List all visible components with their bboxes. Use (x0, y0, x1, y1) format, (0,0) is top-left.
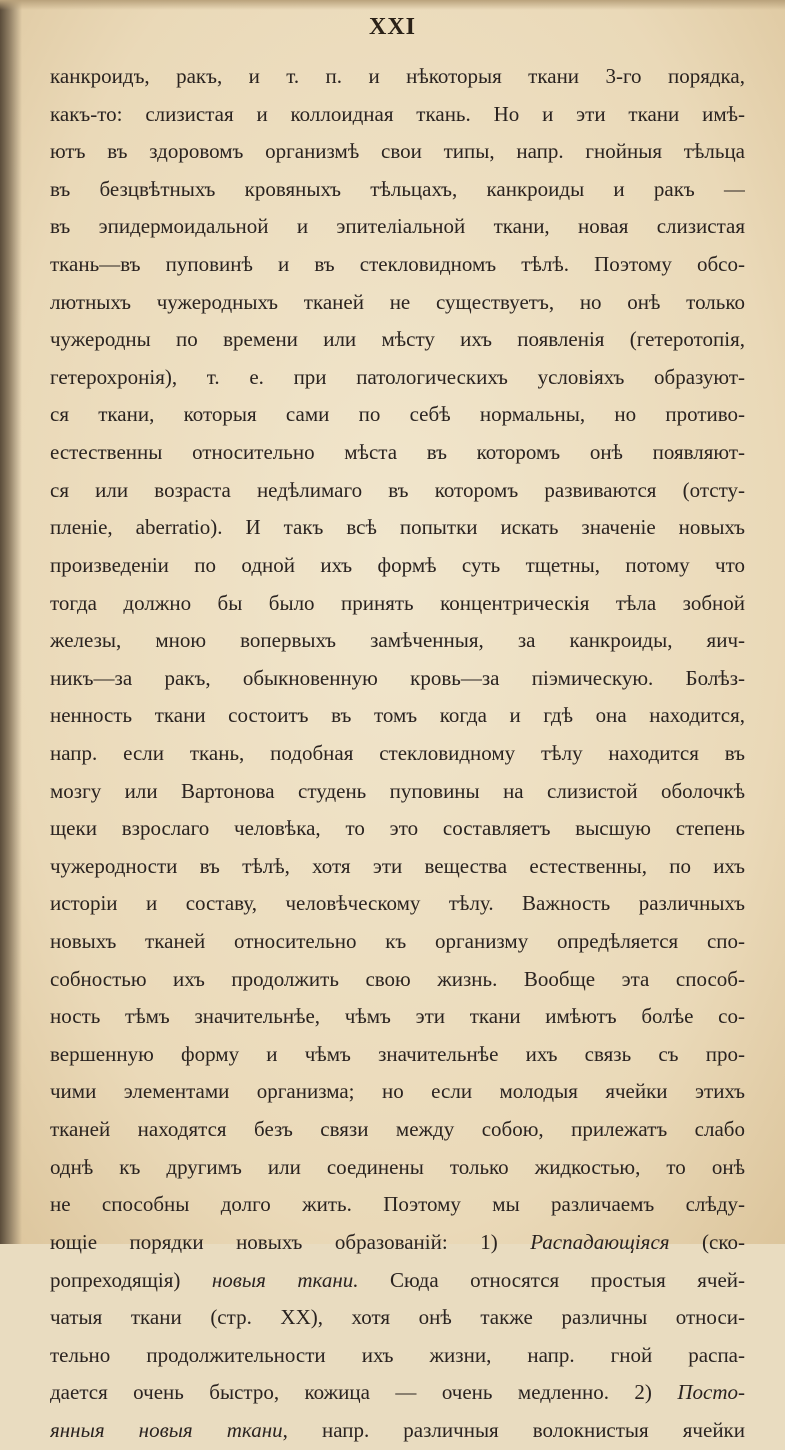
text-segment: чатыя ткани (стр. XX), хотя онѣ также различны относи- (50, 1305, 745, 1330)
text-segment: канкроидъ, ракъ, и т. п. и нѣкоторыя ткани 3-го порядка, (50, 64, 745, 88)
text-segment: тогда должно бы было принять концентрическія тѣла зобной (50, 590, 745, 615)
text-line (50, 133, 745, 171)
text-segment: лютныхъ чужеродныхъ тканей не существуетъ, но онѣ только (50, 289, 745, 314)
text-line (50, 1111, 745, 1149)
page-text (50, 58, 745, 1450)
text-line (50, 509, 745, 547)
text-segment: ропреходящія) (50, 1267, 212, 1292)
text-segment: чими элементами организма; но если молодыя ячейки этихъ (50, 1079, 745, 1104)
text-line (50, 773, 745, 811)
text-segment: ткань—въ пуповинѣ и въ стекловидномъ тѣлѣ. Поэтому обсо- (50, 252, 745, 277)
text-segment: мозгу или Вартонова студень пуповины на слизистой оболочкѣ (50, 778, 745, 803)
text-line (50, 1299, 745, 1337)
text-line (50, 1374, 745, 1412)
text-segment: тельно продолжительности ихъ жизни, напр. гной распа- (50, 1342, 745, 1367)
text-segment: ютъ въ здоровомъ организмѣ свои типы, напр. гнойныя тѣльца (50, 139, 745, 164)
text-segment: въ безцвѣтныхъ кровяныхъ тѣльцахъ, канкроиды и ракъ — (50, 176, 745, 201)
text-segment: щеки взрослаго человѣка, то это составляетъ высшую степень (50, 816, 745, 841)
text-line (50, 1337, 745, 1375)
text-line (50, 96, 745, 134)
text-line (50, 472, 745, 510)
text-line (50, 885, 745, 923)
text-line (50, 321, 745, 359)
page-number: XXI (368, 14, 416, 40)
text-segment: тканей находятся безъ связи между собою, прилежатъ слабо (50, 1117, 745, 1142)
text-segment: ющіе порядки новыхъ образованій: 1) (50, 1229, 531, 1254)
text-line (50, 58, 745, 96)
text-segment: чужеродности въ тѣлѣ, хотя эти вещества естественны, по ихъ (50, 853, 745, 878)
text-segment: новыхъ тканей относительно къ организму опредѣляется спо- (50, 929, 745, 954)
italic-text: новыя ткани. (211, 1267, 359, 1292)
text-segment: произведеніи по одной ихъ формѣ суть тщетны, потому что (50, 552, 745, 577)
italic-text: янныя новыя ткани (50, 1417, 283, 1442)
text-line (50, 1262, 745, 1300)
text-segment: (ско- (669, 1229, 745, 1254)
text-segment: ность тѣмъ значительнѣе, чѣмъ эти ткани имѣютъ болѣе со- (50, 1004, 745, 1029)
text-line (50, 923, 745, 961)
text-segment: , напр. различныя волокнистыя ячейки (282, 1417, 745, 1442)
text-line (50, 359, 745, 397)
text-segment: въ эпидермоидальной и эпителіальной ткани, новая слизистая (50, 214, 745, 239)
text-line (50, 1412, 745, 1450)
text-segment: ся или возраста недѣлимаго въ которомъ развиваются (отсту- (50, 477, 745, 502)
text-segment: не способны долго жить. Поэтому мы различаемъ слѣду- (50, 1192, 745, 1217)
text-line (50, 1186, 745, 1224)
text-segment: никъ—за ракъ, обыкновенную кровь—за піэмическую. Болѣз- (50, 665, 745, 690)
text-segment: вершенную форму и чѣмъ значительнѣе ихъ связь съ про- (50, 1041, 745, 1066)
text-line (50, 622, 745, 660)
text-line (50, 246, 745, 284)
text-segment: ся ткани, которыя сами по себѣ нормальны, но противо- (50, 402, 745, 427)
text-segment: дается очень быстро, кожица — очень медленно. 2) (50, 1380, 678, 1405)
text-line (50, 961, 745, 999)
text-line (50, 1224, 745, 1262)
text-segment: собностью ихъ продолжить свою жизнь. Вообще эта способ- (50, 966, 745, 991)
text-segment: исторіи и составу, человѣческому тѣлу. Важность различныхъ (50, 891, 745, 916)
text-line (50, 396, 745, 434)
text-line (50, 848, 745, 886)
text-line (50, 1036, 745, 1074)
text-segment: однѣ къ другимъ или соединены только жидкостью, то онѣ (50, 1154, 745, 1179)
text-line (50, 660, 745, 698)
italic-text: Посто- (677, 1380, 745, 1405)
text-line (50, 810, 745, 848)
text-line (50, 735, 745, 773)
text-segment: ненность ткани состоитъ въ томъ когда и гдѣ она находится, (50, 703, 745, 728)
text-line (50, 284, 745, 322)
text-line (50, 547, 745, 585)
text-segment: Сюда относятся простыя ячей- (358, 1267, 745, 1292)
text-line (50, 697, 745, 735)
text-line (50, 1149, 745, 1187)
text-segment: напр. если ткань, подобная стекловидному тѣлу находится въ (50, 740, 745, 765)
text-line (50, 585, 745, 623)
text-segment: железы, мною вопервыхъ замѣченныя, за канкроиды, яич- (50, 628, 745, 653)
text-line (50, 1073, 745, 1111)
text-line (50, 208, 745, 246)
text-line (50, 998, 745, 1036)
italic-text: Распадающіяся (530, 1229, 670, 1254)
text-line (50, 434, 745, 472)
text-segment: чужеродны по времени или мѣсту ихъ появленія (гетеротопія, (50, 327, 745, 352)
text-line (50, 171, 745, 209)
text-segment: пленіе, aberratio). И такъ всѣ попытки искать значеніе новыхъ (50, 515, 745, 540)
text-segment: какъ-то: слизистая и коллоидная ткань. Но и эти ткани имѣ- (50, 101, 745, 126)
text-segment: естественны относительно мѣста въ которомъ онѣ появляют- (50, 440, 745, 465)
text-segment: гетерохронія), т. е. при патологическихъ условіяхъ образуют- (50, 364, 745, 389)
